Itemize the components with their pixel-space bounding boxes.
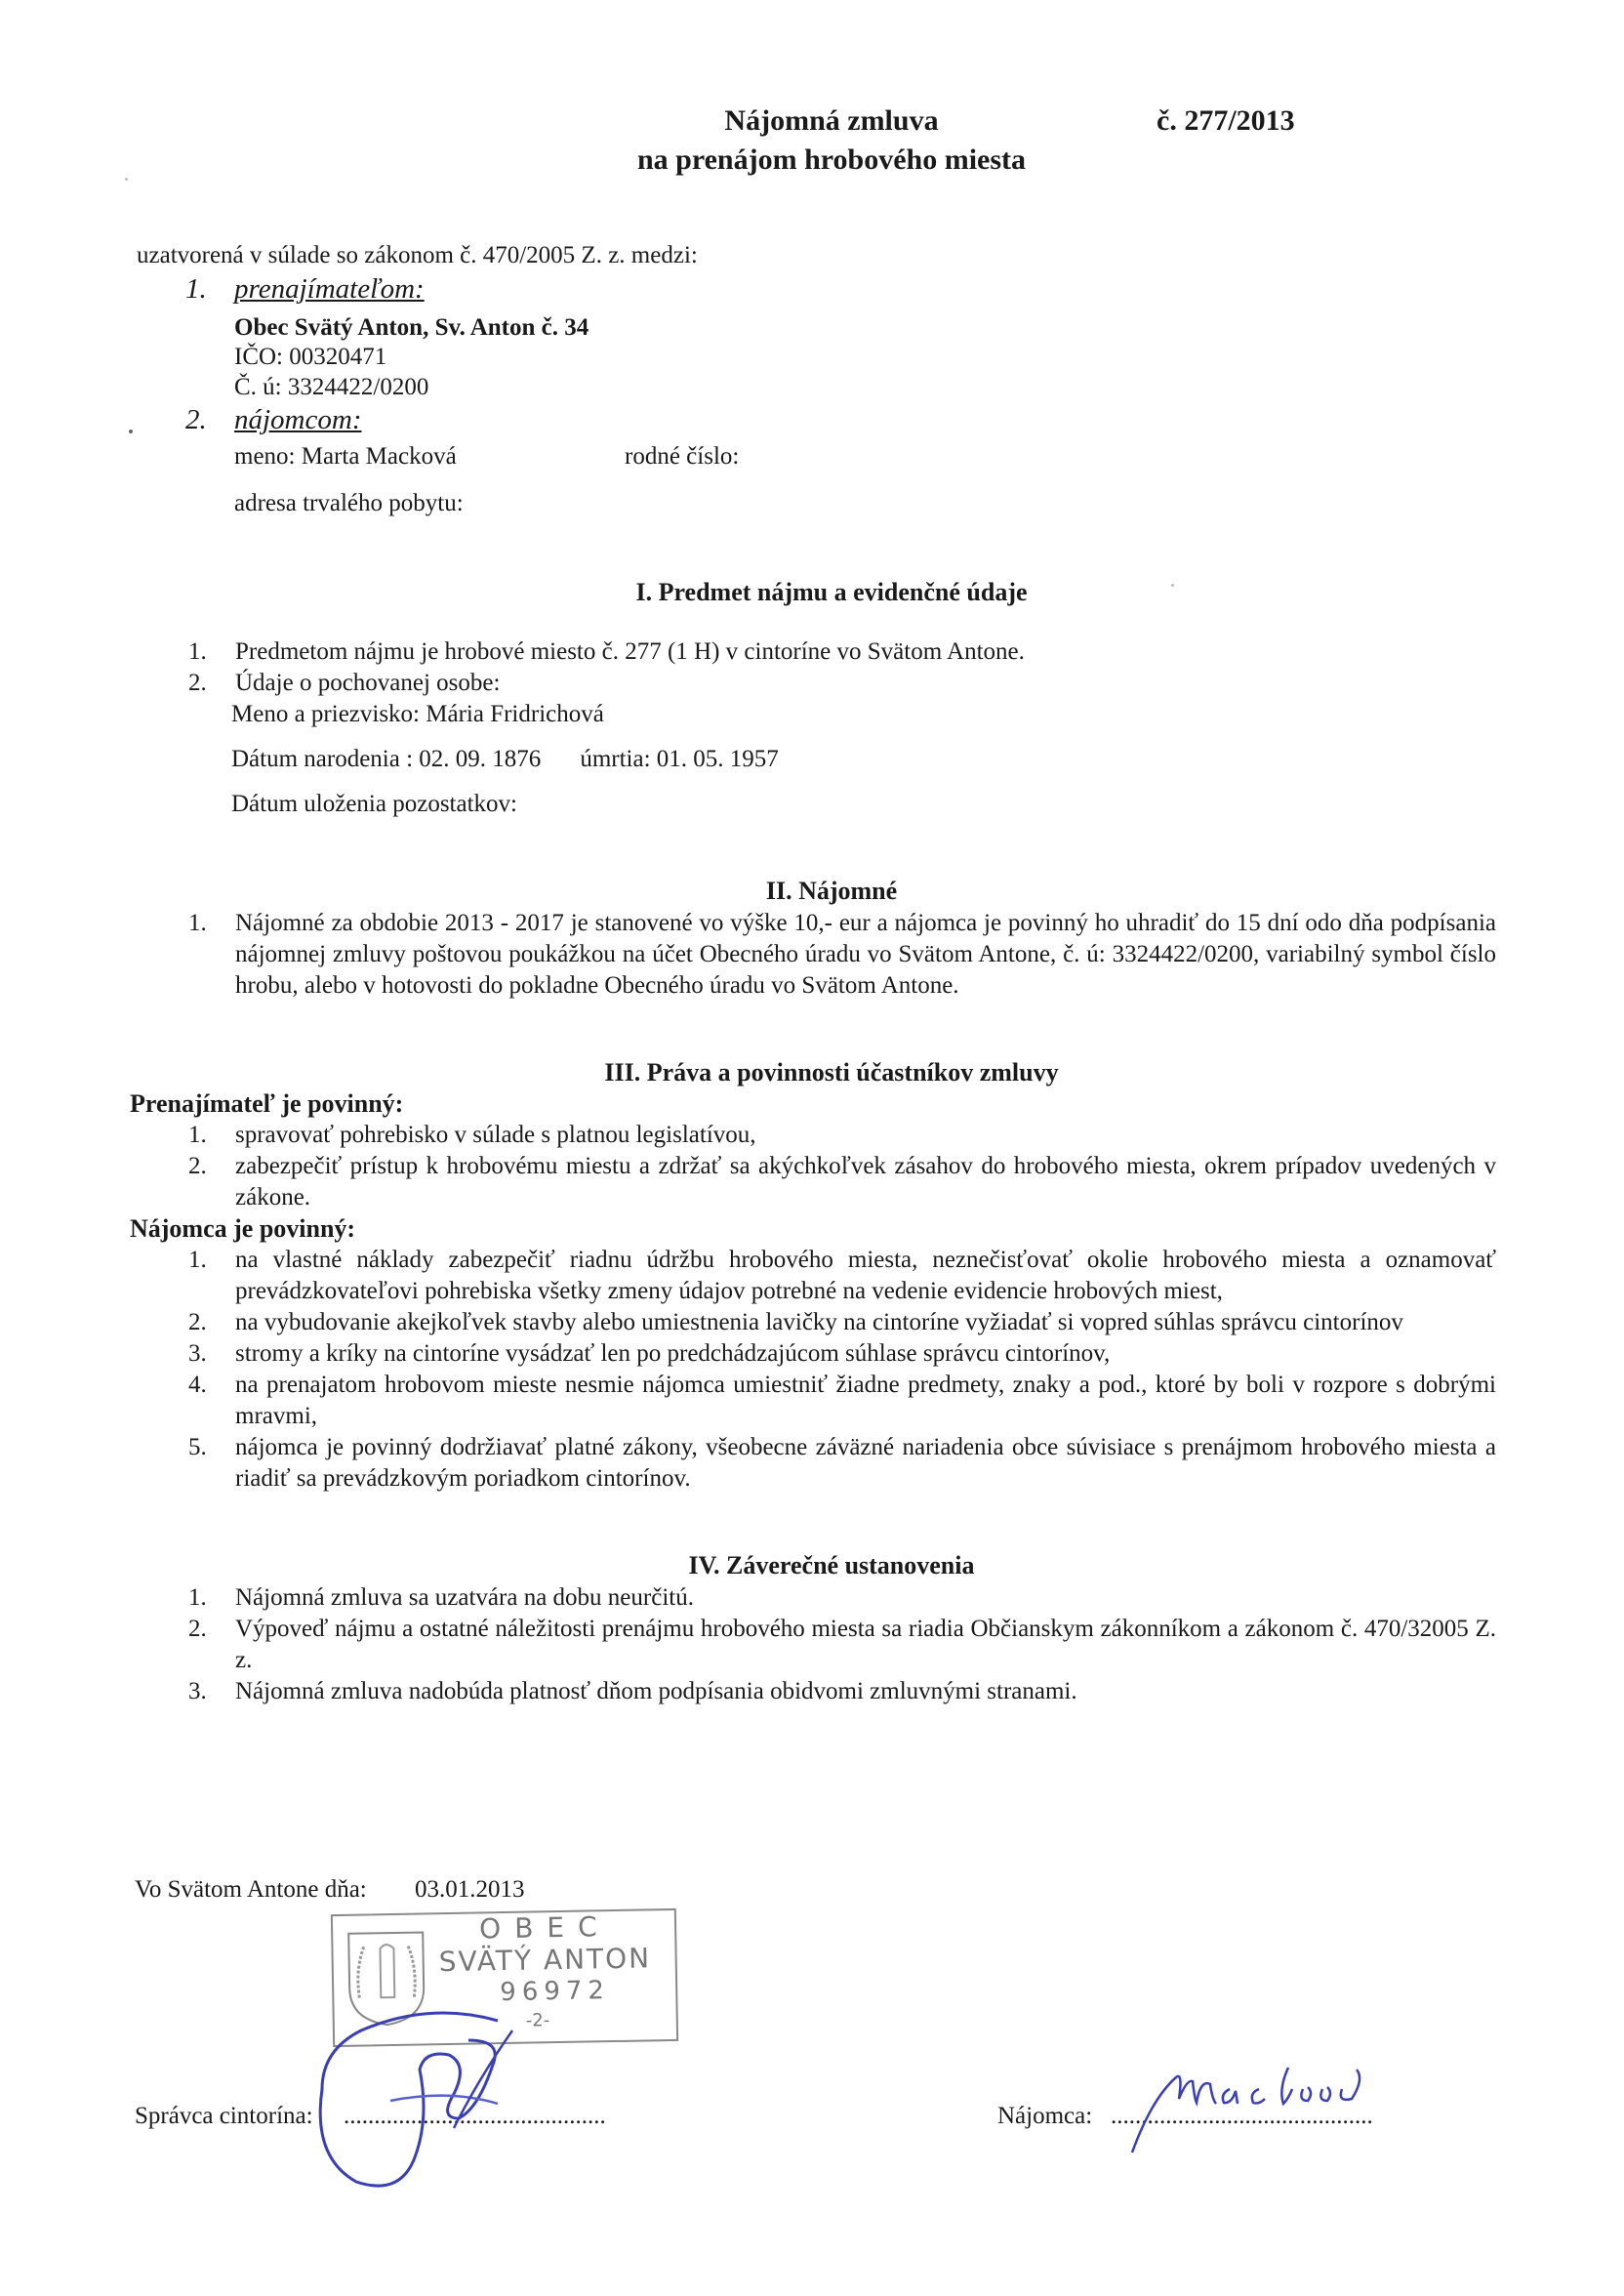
- contract-body: [130, 576, 1496, 1707]
- party-1-label: prenajímateľom:: [234, 273, 425, 305]
- section-1-item: [188, 636, 1496, 668]
- deceased-birth-date: Dátum narodenia : 02. 09. 1876: [231, 745, 542, 772]
- item-text: stromy a kríky na cintoríne vysádzať len po predchádzajúcom súhlase správcu cintorínov,: [235, 1340, 1111, 1368]
- stamp-line-2: SVÄTÝ ANTON: [438, 1942, 652, 1979]
- landlord-ico: IČO: 00320471: [234, 344, 387, 370]
- deceased-death-date: úmrtia: 01. 05. 1957: [580, 745, 779, 772]
- item-text: na vlastné náklady zabezpečiť riadnu údržbu hrobového miesta, neznečisťovať okolie hrobového miesta a oznamovať prevádzkovateľovi pohrebiska všetky zmeny údajov potrebné na vedenie evidencie hrobových miest,: [235, 1247, 1496, 1305]
- landlord-name: Obec Svätý Anton, Sv. Anton č. 34: [234, 314, 589, 341]
- administrator-label: Správca cintorína:: [135, 2103, 313, 2129]
- item-number: 3.: [188, 1340, 207, 1368]
- place-date-label: Vo Svätom Antone dňa:: [135, 1876, 367, 1903]
- item-number: 1.: [188, 1122, 207, 1149]
- item-number: 3.: [188, 1678, 207, 1705]
- tenant-obligations-heading: Nájomca je povinný:: [130, 1214, 356, 1244]
- coat-of-arms-icon: [345, 1928, 428, 2027]
- signing-date: 03.01.2013: [415, 1876, 525, 1903]
- title-line-2: na prenájom hrobového miesta: [636, 144, 1027, 176]
- scan-speck: [1171, 584, 1174, 587]
- party-2-label: nájomcom:: [234, 404, 362, 435]
- item-text: spravovať pohrebisko v súlade s platnou legislatívou,: [235, 1122, 756, 1149]
- section-4-item: [188, 1614, 1496, 1676]
- item-text: Nájomná zmluva nadobúda platnosť dňom podpísania obidvomi zmluvnými stranami.: [235, 1678, 1077, 1705]
- party-2-number: 2.: [185, 404, 207, 435]
- item-text: na vybudovanie akejkoľvek stavby alebo umiestnenia lavičky na cintoríne vyžiadať si vopred súhlas správcu cintorínov: [235, 1309, 1403, 1336]
- tenant-obligation: [188, 1245, 1496, 1307]
- item-number: 2.: [188, 1153, 207, 1180]
- item-number: 2.: [188, 1309, 207, 1336]
- item-text: Údaje o pochovanej osobe:: [235, 669, 501, 696]
- item-text: Nájomná zmluva sa uzatvára na dobu neurčitú.: [235, 1584, 694, 1612]
- landlord-obligation: [188, 1120, 1496, 1151]
- section-2-item: [188, 908, 1496, 1002]
- item-number: 2.: [188, 669, 207, 696]
- birth-number-label: rodné číslo:: [625, 443, 740, 470]
- municipal-stamp: [331, 1908, 678, 2047]
- item-number: 1.: [188, 1247, 207, 1274]
- section-1-item: [188, 668, 1496, 699]
- tenant-obligation: [188, 1370, 1496, 1432]
- landlord-obligation: [188, 1151, 1496, 1213]
- item-number: 4.: [188, 1372, 207, 1399]
- party-1-number: 1.: [185, 273, 207, 305]
- administrator-signature-line: ...........................................: [344, 2103, 606, 2129]
- section-4-item: [188, 1676, 1496, 1707]
- item-text: Nájomné za obdobie 2013 - 2017 je stanovené vo výške 10,- eur a nájomca je povinný ho uhradiť do 15 dní odo dňa podpísania nájomnej zmluvy poštovou poukážkou na účet Obecného úradu vo Svätom Antone, č. ú: 3324422/0200, variabilný symbol číslo hrobu, alebo v hotovosti do pokladne Obecného úradu vo Svätom Antone.: [235, 909, 1496, 999]
- document-title: [0, 102, 1624, 180]
- tenant-obligation: [188, 1307, 1496, 1338]
- section-4-heading: IV. Záverečné ustanovenia: [688, 1551, 975, 1580]
- item-number: 1.: [188, 1584, 207, 1612]
- scan-speck: [125, 178, 128, 181]
- item-text: zabezpečiť prístup k hrobovému miestu a zdržať sa akýchkoľvek zásahov do hrobového miesta, okrem prípadov uvedených v zákone.: [235, 1153, 1496, 1211]
- intro-text: uzatvorená v súlade so zákonom č. 470/2005 Z. z. medzi:: [137, 242, 698, 268]
- item-number: 2.: [188, 1616, 207, 1643]
- stamp-line-4: -2-: [525, 2010, 550, 2031]
- tenant-name: meno: Marta Macková: [234, 443, 457, 470]
- item-text: na prenajatom hrobovom mieste nesmie nájomca umiestniť žiadne predmety, znaky a pod., ktoré by boli v rozpore s dobrými mravmi,: [235, 1372, 1496, 1430]
- section-4-item: [188, 1582, 1496, 1614]
- item-text: Predmetom nájmu je hrobové miesto č. 277 (1 H) v cintoríne vo Svätom Antone.: [235, 637, 1025, 665]
- landlord-obligations-heading: Prenajímateľ je povinný:: [130, 1089, 404, 1119]
- section-1-heading: I. Predmet nájmu a evidenčné údaje: [635, 578, 1028, 606]
- scan-speck: [129, 430, 133, 433]
- remains-deposit-date: Dátum uloženia pozostatkov:: [231, 790, 517, 817]
- tenant-signature-label: Nájomca:: [997, 2103, 1093, 2129]
- deceased-dates: [188, 744, 1496, 775]
- item-text: Výpoveď nájmu a ostatné náležitosti prenájmu hrobového miesta sa riadia Občianskym zákonníkom a zákonom č. 470/32005 Z. z.: [235, 1616, 1496, 1674]
- contract-number: č. 277/2013: [1157, 104, 1295, 137]
- tenant-obligation: [188, 1432, 1496, 1495]
- item-number: 1.: [188, 637, 207, 665]
- stamp-line-1: OBEC: [478, 1910, 611, 1946]
- address-label: adresa trvalého pobytu:: [234, 490, 464, 516]
- item-number: 5.: [188, 1434, 207, 1461]
- deceased-name: Meno a priezvisko: Mária Fridrichová: [231, 700, 604, 727]
- tenant-obligation: [188, 1338, 1496, 1370]
- stamp-line-3: 96972: [500, 1976, 611, 2008]
- landlord-account: Č. ú: 3324422/0200: [234, 374, 429, 400]
- item-number: 1.: [188, 909, 207, 936]
- title-line-1: Nájomná zmluva: [724, 104, 939, 137]
- section-3-heading: III. Práva a povinnosti účastníkov zmluvy: [604, 1057, 1059, 1086]
- tenant-signature-line: ...........................................: [1111, 2103, 1373, 2129]
- item-text: nájomca je povinný dodržiavať platné zákony, všeobecne záväzné nariadenia obce súvisiace s prenájmom hrobového miesta a riadiť sa prevádzkovým poriadkom cintorínov.: [235, 1434, 1496, 1493]
- section-2-heading: II. Nájomné: [765, 876, 898, 905]
